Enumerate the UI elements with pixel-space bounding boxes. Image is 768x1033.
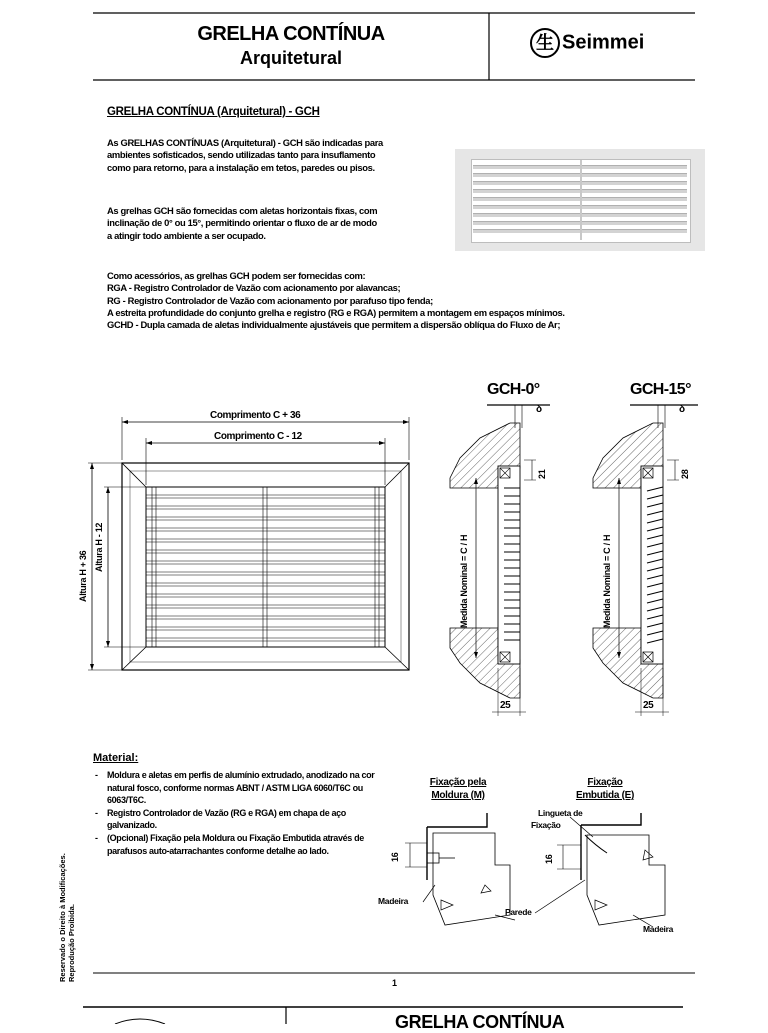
title-line-2: Arquitetural: [239, 48, 342, 68]
dim-21-label: 21: [537, 469, 547, 479]
text-line: RG - Registro Controlador de Vazão com acionamento por parafuso tipo fenda;: [107, 294, 433, 306]
text-line: ambientes sofisticados, sendo utilizadas tanto para insuflamento: [107, 149, 376, 161]
intro-paragraph: [107, 137, 467, 174]
page-number: 1: [392, 978, 398, 988]
dim-outer-height: Altura H + 36: [78, 550, 88, 602]
section-title: GRELHA CONTÍNUA (Arquitetural) - GCH: [107, 106, 320, 118]
company-logo: [530, 28, 644, 58]
fixing-moldura-title: [413, 776, 503, 802]
dim-25-label-0: 25: [500, 700, 511, 711]
text-line: inclinação de 0° ou 15°, permitindo orientar o fluxo de ar de modo: [107, 217, 377, 229]
list-item: - Registro Controlador de Vazão (RG e RGA) em chapa de aço galvanizado.: [93, 807, 383, 832]
lingueta-label-line-1: Lingueta de: [538, 808, 583, 818]
fixing-moldura-title-line-1: Fixação pela: [429, 777, 487, 788]
text-line: A estreita profundidade do conjunto grelha e registro (RG e RGA) permitem a montagem em espaços mínimos.: [107, 306, 565, 318]
delta-label-0: δ: [536, 404, 542, 415]
madeira-left-label: Madeira: [378, 896, 409, 906]
text-line: As grelhas GCH são fornecidas com aletas horizontais fixas, com: [107, 205, 378, 216]
dim-16-right: 16: [544, 854, 554, 864]
product-photo: [455, 149, 705, 251]
dim-outer-width: Comprimento C + 36: [210, 410, 301, 421]
dim-inner-height: Altura H - 12: [94, 522, 104, 572]
section-views-drawing: [440, 398, 710, 723]
logo-text: Seimmei: [562, 31, 645, 54]
nominal-label-0: Medida Nominal = C / H: [459, 534, 469, 628]
text-line: como para retorno, para a instalação em tetos, paredes ou pisos.: [107, 161, 375, 173]
list-item: - Moldura e aletas em perfis de alumínio extrudado, anodizado na cor natural fosco, conforme normas ABNT / ASTM LIGA 6060/T6C ou 6063/T6C.: [93, 769, 383, 807]
lingueta-label-line-2: Fixação: [531, 820, 561, 830]
accessories-paragraph: [107, 270, 707, 331]
text-line: a atingir todo ambiente a ser ocupado.: [107, 229, 266, 241]
copyright-note: [58, 853, 76, 982]
text-line: Como acessórios, as grelhas GCH podem ser fornecidas com:: [107, 270, 366, 281]
title-line-1: GRELHA CONTÍNUA: [197, 23, 385, 45]
material-title: Material:: [93, 752, 139, 764]
dim-28-label: 28: [680, 469, 690, 479]
view-title-gch-0: GCH-0°: [487, 381, 540, 398]
dim-16-left: 16: [390, 852, 400, 862]
text-line: RGA - Registro Controlador de Vazão com acionamento por alavancas;: [107, 282, 401, 294]
view-title-gch-15: GCH-15°: [630, 381, 691, 398]
nominal-label-15: Medida Nominal = C / H: [602, 534, 612, 628]
madeira-right-label: Madeira: [643, 924, 674, 934]
fixing-embutida-title-line-1: Fixação: [587, 777, 623, 788]
copyright-note-line-1: Reservado o Direito à Modificações.: [58, 853, 67, 982]
parede-label: Parede: [505, 907, 532, 917]
fixing-embutida-title-line-2: Embutida (E): [575, 790, 635, 801]
dim-inner-width: Comprimento C - 12: [214, 431, 302, 442]
next-page-title: GRELHA CONTÍNUA: [395, 1012, 565, 1032]
fixing-moldura-title-line-2: Moldura (M): [431, 790, 485, 801]
list-item: - (Opcional) Fixação pela Moldura ou Fixação Embutida através de parafusos auto-atarrachantes conforme detalhe ao lado.: [93, 832, 383, 857]
text-line: GCHD - Dupla camada de aletas individualmente ajustáveis que permitem a dispersão oblíqua do Fluxo de Ar;: [107, 319, 561, 331]
delta-label-15: δ: [679, 404, 685, 415]
material-list: [93, 769, 383, 857]
front-view-drawing: [70, 405, 430, 695]
text-line: As GRELHAS CONTÍNUAS (Arquitetural) - GCH são indicadas para: [107, 137, 383, 148]
slats-paragraph: [107, 205, 467, 242]
dim-25-label-15: 25: [643, 700, 654, 711]
logo-mark-icon: 生: [530, 28, 560, 58]
document-title: [93, 22, 489, 70]
copyright-note-line-2: Reprodução Proibida.: [67, 904, 76, 982]
fixing-embutida-title: [560, 776, 650, 802]
